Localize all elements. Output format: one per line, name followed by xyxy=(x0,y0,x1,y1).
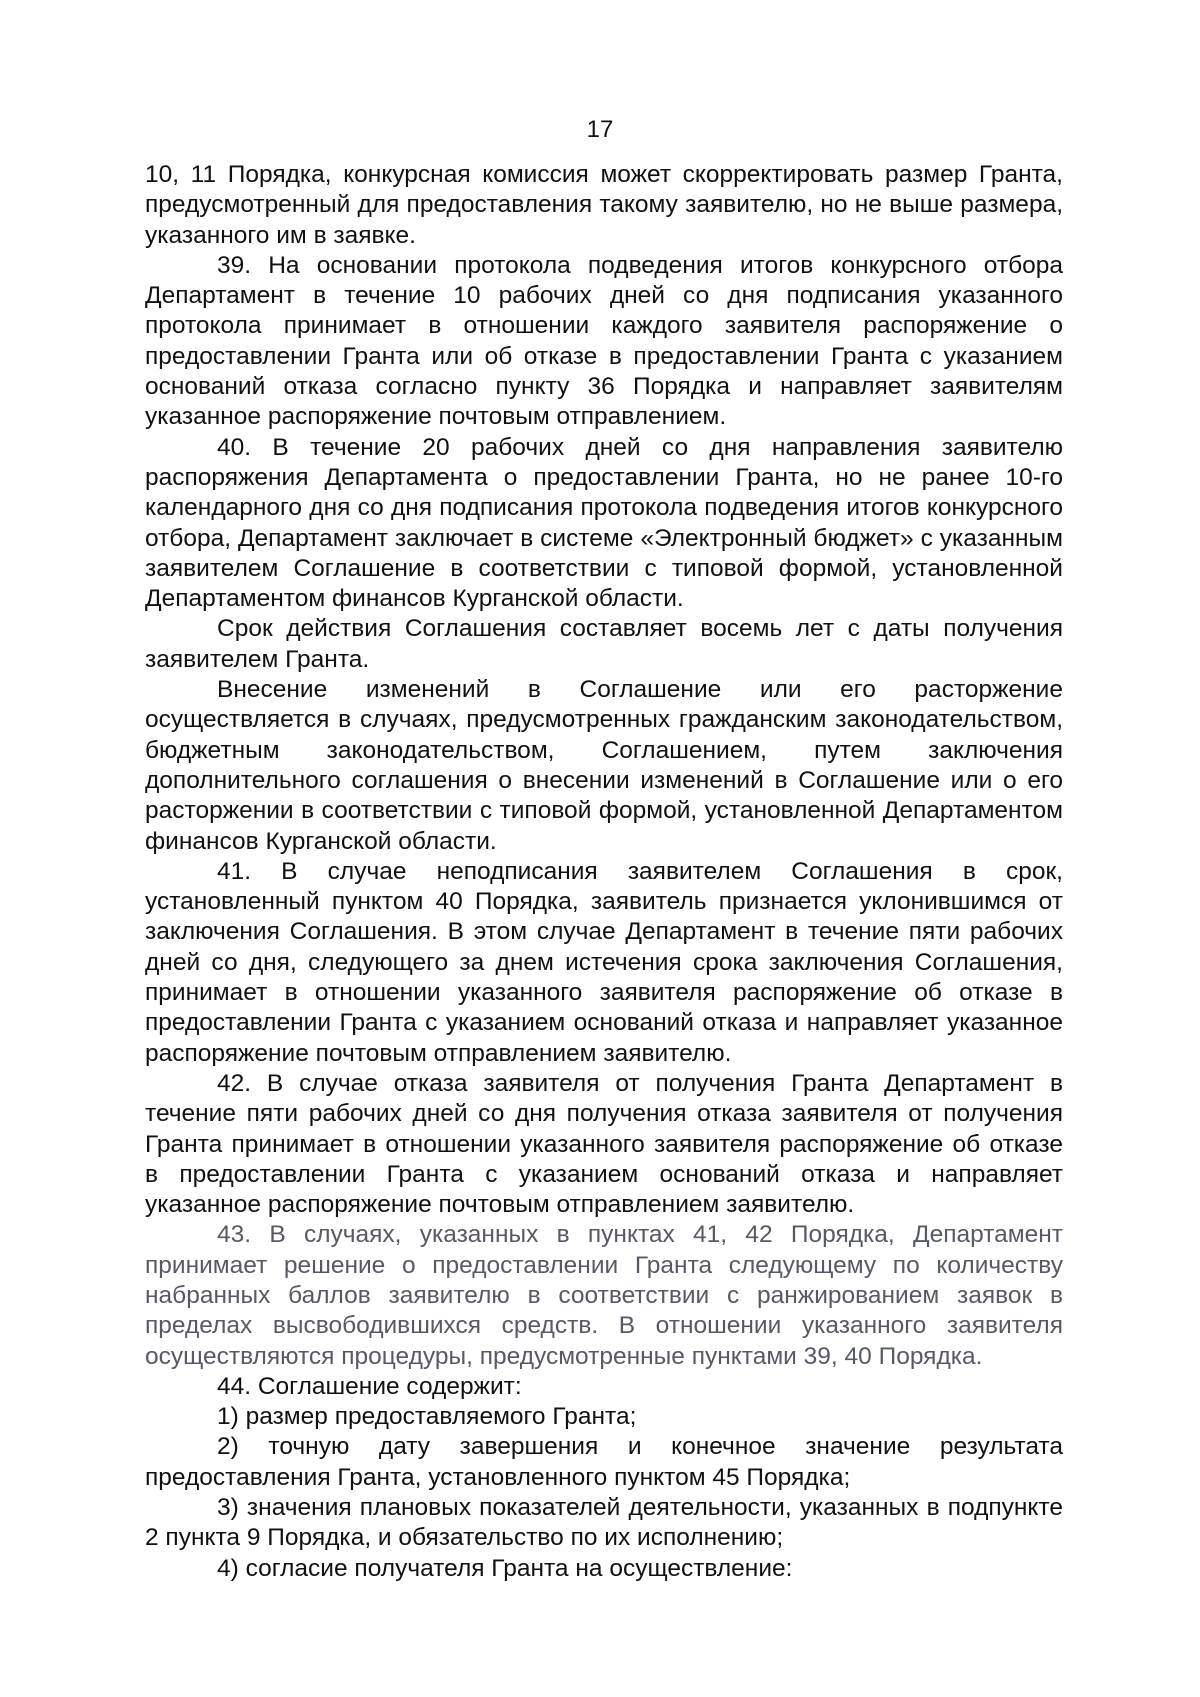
paragraph-44: 44. Соглашение содержит: xyxy=(217,1372,522,1400)
paragraph-agreement-changes: Внесение изменений в Соглашение или его расторжение осуществляется в случаях, предусмотренных гражданским законодательством, бюджетным законодательством, Соглашением, путем заключения дополнительного соглашения о внесении изменений в Соглашение или о его расторжении в соответствии с типовой формой, установленной Департаментом финансов Курганской области. xyxy=(145,676,1063,855)
list-item-2: 2) точную дату завершения и конечное значение результата предоставления Гранта, установленного пунктом 45 Порядка; xyxy=(145,1433,1063,1491)
paragraph-40: 40. В течение 20 рабочих дней со дня направления заявителю распоряжения Департамента о предоставлении Гранта, но не ранее 10-го календарного дня со дня подписания протокола подведения итогов конкурсного отбора, Департамент заключает в системе «Электронный бюджет» с указанным заявителем Соглашение в соответствии с типовой формой, установленной Департаментом финансов Курганской области. xyxy=(145,433,1063,613)
page-number: 17 xyxy=(586,116,614,143)
paragraph-continuation: 10, 11 Порядка, конкурсная комиссия может скорректировать размер Гранта, предусмотренный для предоставления такому заявителю, но не выше размера, указанного им в заявке. xyxy=(145,161,1063,249)
list-item-3: 3) значения плановых показателей деятельности, указанных в подпункте 2 пункта 9 Порядка, и обязательство по их исполнению; xyxy=(145,1494,1063,1552)
document-body xyxy=(145,160,1063,1584)
paragraph-42: 42. В случае отказа заявителя от получения Гранта Департамент в течение пяти рабочих дней со дня получения отказа заявителя от получения Гранта принимает в отношении указанного заявителя распоряжение об отказе в предоставлении Гранта с указанием оснований отказа и направляет указанное распоряжение почтовым отправлением заявителю. xyxy=(145,1069,1063,1219)
paragraph-43: 43. В случаях, указанных в пунктах 41, 42 Порядка, Департамент принимает решение о предоставлении Гранта следующему по количеству набранных баллов заявителю в соответствии с ранжированием заявок в пределах высвободившихся средств. В отношении указанного заявителя осуществляются процедуры, предусмотренные пунктами 39, 40 Порядка. xyxy=(145,1221,1063,1370)
paragraph-agreement-term: Срок действия Соглашения составляет восемь лет с даты получения заявителем Гранта. xyxy=(145,615,1063,673)
list-item-1: 1) размер предоставляемого Гранта; xyxy=(217,1403,637,1431)
list-item-4: 4) согласие получателя Гранта на осуществление: xyxy=(217,1554,793,1582)
paragraph-41: 41. В случае неподписания заявителем Соглашения в срок, установленный пунктом 40 Порядка, заявитель признается уклонившимся от заключения Соглашения. В этом случае Департамент в течение пяти рабочих дней со дня, следующего за днем истечения срока заключения Соглашения, принимает в отношении указанного заявителя распоряжение об отказе в предоставлении Гранта с указанием оснований отказа и направляет указанное распоряжение почтовым отправлением заявителю. xyxy=(145,857,1063,1067)
paragraph-39: 39. На основании протокола подведения итогов конкурсного отбора Департамент в течение 10 рабочих дней со дня подписания указанного протокола принимает в отношении каждого заявителя распоряжение о предоставлении Гранта или об отказе в предоставлении Гранта с указанием оснований отказа согласно пункту 36 Порядка и направляет заявителям указанное распоряжение почтовым отправлением. xyxy=(145,251,1063,431)
